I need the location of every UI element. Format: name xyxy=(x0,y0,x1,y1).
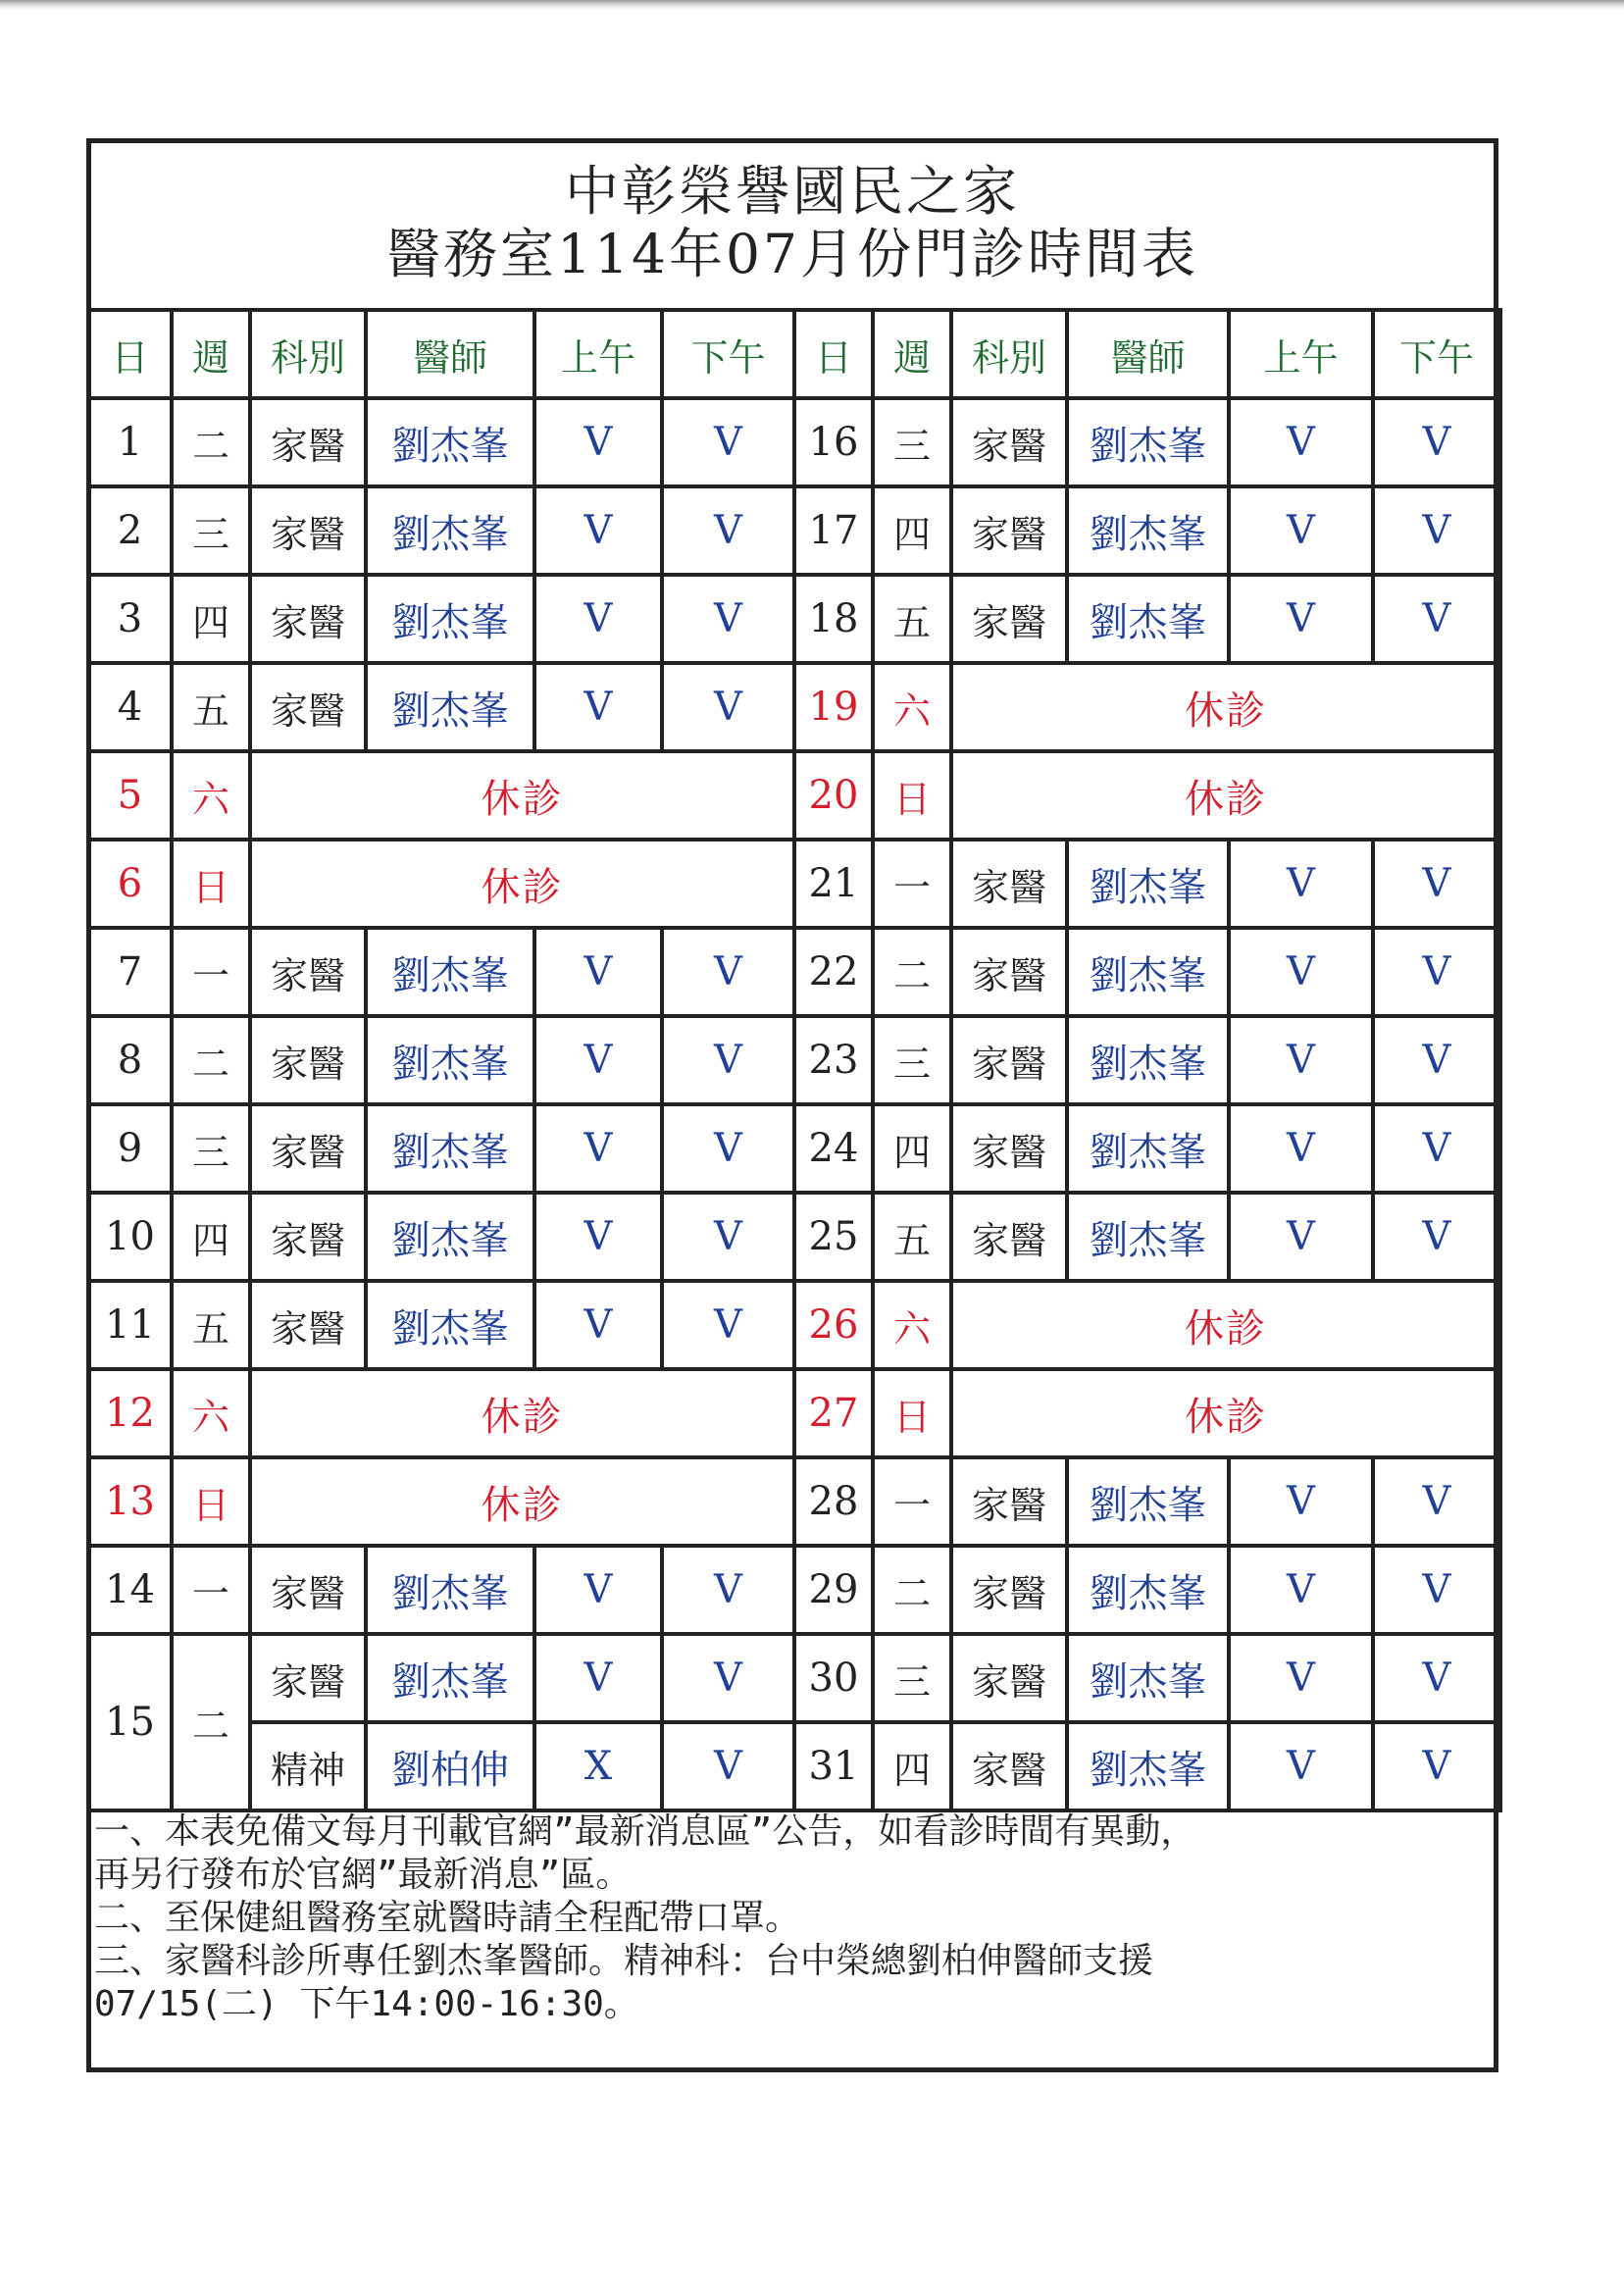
department-cell: 家醫 xyxy=(250,1104,366,1193)
weekday-cell: 日 xyxy=(172,1457,250,1546)
morning-cell: V xyxy=(1229,1722,1373,1810)
column-header: 醫師 xyxy=(1067,310,1229,398)
schedule-row xyxy=(88,928,1500,1016)
afternoon-cell: V xyxy=(1373,1193,1500,1281)
day-cell: 23 xyxy=(794,1016,873,1104)
note-line: 再另行發布於官網”最新消息”區。 xyxy=(94,1855,632,1895)
doctor-cell: 劉杰峯 xyxy=(366,1546,534,1634)
day-cell: 27 xyxy=(794,1369,873,1457)
column-header: 上午 xyxy=(1229,310,1373,398)
day-cell: 6 xyxy=(88,840,172,928)
department-cell: 家醫 xyxy=(250,1281,366,1369)
afternoon-cell: V xyxy=(662,575,794,663)
weekday-cell: 二 xyxy=(873,1546,951,1634)
day-cell: 20 xyxy=(794,751,873,840)
department-cell: 精神 xyxy=(250,1722,366,1810)
weekday-cell: 五 xyxy=(172,1281,250,1369)
day-cell: 24 xyxy=(794,1104,873,1193)
department-cell: 家醫 xyxy=(951,1722,1067,1810)
weekday-cell: 二 xyxy=(172,1634,250,1810)
weekday-cell: 一 xyxy=(873,840,951,928)
doctor-cell: 劉杰峯 xyxy=(366,928,534,1016)
afternoon-cell: V xyxy=(1373,575,1500,663)
afternoon-cell: V xyxy=(1373,1457,1500,1546)
weekday-cell: 日 xyxy=(873,1369,951,1457)
afternoon-cell: V xyxy=(662,1016,794,1104)
afternoon-cell: V xyxy=(662,928,794,1016)
day-cell: 4 xyxy=(88,663,172,751)
column-header: 日 xyxy=(794,310,873,398)
doctor-cell: 劉杰峯 xyxy=(1067,1546,1229,1634)
day-cell: 31 xyxy=(794,1722,873,1810)
column-header: 週 xyxy=(172,310,250,398)
weekday-cell: 四 xyxy=(172,575,250,663)
afternoon-cell: V xyxy=(662,1193,794,1281)
notes-section xyxy=(94,1810,1487,2026)
weekday-cell: 四 xyxy=(172,1193,250,1281)
morning-cell: V xyxy=(1229,398,1373,486)
closed-cell: 休診 xyxy=(951,1281,1500,1369)
department-cell: 家醫 xyxy=(951,486,1067,575)
day-cell: 19 xyxy=(794,663,873,751)
department-cell: 家醫 xyxy=(250,663,366,751)
morning-cell: V xyxy=(534,663,662,751)
weekday-cell: 三 xyxy=(873,1634,951,1722)
institution-title: 中彰榮譽國民之家 xyxy=(564,160,1020,223)
afternoon-cell: V xyxy=(662,1722,794,1810)
afternoon-cell: V xyxy=(1373,840,1500,928)
day-cell: 25 xyxy=(794,1193,873,1281)
afternoon-cell: V xyxy=(662,1281,794,1369)
afternoon-cell: V xyxy=(1373,1546,1500,1634)
note-line: 一、本表免備文每月刊載官網”最新消息區”公告，如看診時間有異動， xyxy=(94,1811,1196,1852)
day-cell: 17 xyxy=(794,486,873,575)
department-cell: 家醫 xyxy=(250,398,366,486)
clinic-schedule-table xyxy=(86,308,1502,1812)
weekday-cell: 六 xyxy=(873,663,951,751)
closed-cell: 休診 xyxy=(250,1369,794,1457)
doctor-cell: 劉杰峯 xyxy=(1067,840,1229,928)
afternoon-cell: V xyxy=(1373,1104,1500,1193)
day-cell: 18 xyxy=(794,575,873,663)
weekday-cell: 二 xyxy=(172,1016,250,1104)
day-cell: 8 xyxy=(88,1016,172,1104)
department-cell: 家醫 xyxy=(951,1546,1067,1634)
day-cell: 14 xyxy=(88,1546,172,1634)
morning-cell: V xyxy=(534,1104,662,1193)
schedule-row xyxy=(88,1634,1500,1722)
afternoon-cell: V xyxy=(1373,1722,1500,1810)
column-header: 日 xyxy=(88,310,172,398)
day-cell: 11 xyxy=(88,1281,172,1369)
doctor-cell: 劉杰峯 xyxy=(366,398,534,486)
department-cell: 家醫 xyxy=(250,1016,366,1104)
day-cell: 10 xyxy=(88,1193,172,1281)
afternoon-cell: V xyxy=(662,663,794,751)
doctor-cell: 劉杰峯 xyxy=(1067,1722,1229,1810)
weekday-cell: 五 xyxy=(873,1193,951,1281)
doctor-cell: 劉杰峯 xyxy=(366,1281,534,1369)
department-cell: 家醫 xyxy=(951,840,1067,928)
weekday-cell: 五 xyxy=(873,575,951,663)
department-cell: 家醫 xyxy=(951,575,1067,663)
department-cell: 家醫 xyxy=(250,1546,366,1634)
day-cell: 5 xyxy=(88,751,172,840)
day-cell: 2 xyxy=(88,486,172,575)
day-cell: 3 xyxy=(88,575,172,663)
column-header: 科別 xyxy=(951,310,1067,398)
note-line: 三、家醫科診所專任劉杰峯醫師。精神科：台中榮總劉柏伸醫師支援 xyxy=(94,1941,1154,1981)
schedule-row xyxy=(88,1369,1500,1457)
weekday-cell: 二 xyxy=(172,398,250,486)
weekday-cell: 三 xyxy=(873,398,951,486)
afternoon-cell: V xyxy=(662,398,794,486)
schedule-row xyxy=(88,575,1500,663)
morning-cell: V xyxy=(1229,840,1373,928)
department-cell: 家醫 xyxy=(951,1104,1067,1193)
weekday-cell: 一 xyxy=(172,1546,250,1634)
day-cell: 15 xyxy=(88,1634,172,1810)
schedule-row xyxy=(88,486,1500,575)
closed-cell: 休診 xyxy=(250,751,794,840)
department-cell: 家醫 xyxy=(250,486,366,575)
doctor-cell: 劉杰峯 xyxy=(1067,1634,1229,1722)
morning-cell: V xyxy=(1229,1546,1373,1634)
weekday-cell: 四 xyxy=(873,486,951,575)
afternoon-cell: V xyxy=(1373,1634,1500,1722)
morning-cell: V xyxy=(534,486,662,575)
weekday-cell: 四 xyxy=(873,1722,951,1810)
schedule-row xyxy=(88,1722,1500,1810)
weekday-cell: 一 xyxy=(873,1457,951,1546)
column-header: 醫師 xyxy=(366,310,534,398)
morning-cell: V xyxy=(534,1016,662,1104)
schedule-row xyxy=(88,840,1500,928)
schedule-row xyxy=(88,398,1500,486)
doctor-cell: 劉杰峯 xyxy=(366,575,534,663)
day-cell: 21 xyxy=(794,840,873,928)
schedule-title: 醫務室114年07月份門診時間表 xyxy=(386,223,1198,285)
doctor-cell: 劉杰峯 xyxy=(366,663,534,751)
doctor-cell: 劉杰峯 xyxy=(366,486,534,575)
day-cell: 9 xyxy=(88,1104,172,1193)
afternoon-cell: V xyxy=(662,1104,794,1193)
schedule-row xyxy=(88,1016,1500,1104)
document-header xyxy=(86,138,1498,309)
morning-cell: V xyxy=(1229,1634,1373,1722)
column-header: 週 xyxy=(873,310,951,398)
department-cell: 家醫 xyxy=(250,1193,366,1281)
weekday-cell: 六 xyxy=(873,1281,951,1369)
closed-cell: 休診 xyxy=(250,1457,794,1546)
day-cell: 29 xyxy=(794,1546,873,1634)
schedule-row xyxy=(88,1457,1500,1546)
doctor-cell: 劉杰峯 xyxy=(1067,928,1229,1016)
weekday-cell: 五 xyxy=(172,663,250,751)
afternoon-cell: V xyxy=(1373,928,1500,1016)
afternoon-cell: V xyxy=(662,486,794,575)
morning-cell: V xyxy=(534,398,662,486)
morning-cell: V xyxy=(1229,1457,1373,1546)
schedule-row xyxy=(88,1104,1500,1193)
weekday-cell: 一 xyxy=(172,928,250,1016)
header-row xyxy=(88,310,1500,398)
day-cell: 30 xyxy=(794,1634,873,1722)
note-line: 07/15(二) 下午14:00-16:30。 xyxy=(94,1984,639,2024)
department-cell: 家醫 xyxy=(951,1634,1067,1722)
morning-cell: V xyxy=(1229,1193,1373,1281)
schedule-row xyxy=(88,1546,1500,1634)
weekday-cell: 日 xyxy=(172,840,250,928)
doctor-cell: 劉杰峯 xyxy=(1067,1457,1229,1546)
doctor-cell: 劉杰峯 xyxy=(1067,575,1229,663)
day-cell: 12 xyxy=(88,1369,172,1457)
morning-cell: V xyxy=(534,1546,662,1634)
department-cell: 家醫 xyxy=(951,398,1067,486)
note-line: 二、至保健組醫務室就醫時請全程配帶口罩。 xyxy=(94,1898,801,1938)
doctor-cell: 劉杰峯 xyxy=(1067,1193,1229,1281)
column-header: 上午 xyxy=(534,310,662,398)
morning-cell: V xyxy=(1229,575,1373,663)
department-cell: 家醫 xyxy=(250,575,366,663)
schedule-row xyxy=(88,751,1500,840)
day-cell: 22 xyxy=(794,928,873,1016)
column-header: 下午 xyxy=(1373,310,1500,398)
department-cell: 家醫 xyxy=(951,1016,1067,1104)
closed-cell: 休診 xyxy=(951,663,1500,751)
column-header: 下午 xyxy=(662,310,794,398)
department-cell: 家醫 xyxy=(951,1457,1067,1546)
doctor-cell: 劉杰峯 xyxy=(1067,398,1229,486)
morning-cell: V xyxy=(1229,1016,1373,1104)
weekday-cell: 六 xyxy=(172,1369,250,1457)
afternoon-cell: V xyxy=(662,1634,794,1722)
weekday-cell: 三 xyxy=(172,1104,250,1193)
department-cell: 家醫 xyxy=(250,928,366,1016)
afternoon-cell: V xyxy=(662,1546,794,1634)
doctor-cell: 劉杰峯 xyxy=(366,1193,534,1281)
doctor-cell: 劉杰峯 xyxy=(366,1016,534,1104)
morning-cell: V xyxy=(534,1193,662,1281)
weekday-cell: 二 xyxy=(873,928,951,1016)
doctor-cell: 劉杰峯 xyxy=(1067,1016,1229,1104)
morning-cell: V xyxy=(1229,486,1373,575)
day-cell: 7 xyxy=(88,928,172,1016)
department-cell: 家醫 xyxy=(951,1193,1067,1281)
doctor-cell: 劉柏伸 xyxy=(366,1722,534,1810)
day-cell: 13 xyxy=(88,1457,172,1546)
day-cell: 1 xyxy=(88,398,172,486)
schedule-row xyxy=(88,1193,1500,1281)
closed-cell: 休診 xyxy=(951,1369,1500,1457)
morning-cell: V xyxy=(534,1281,662,1369)
afternoon-cell: V xyxy=(1373,398,1500,486)
day-cell: 28 xyxy=(794,1457,873,1546)
doctor-cell: 劉杰峯 xyxy=(366,1634,534,1722)
doctor-cell: 劉杰峯 xyxy=(366,1104,534,1193)
morning-cell: V xyxy=(1229,928,1373,1016)
weekday-cell: 六 xyxy=(172,751,250,840)
morning-cell: V xyxy=(1229,1104,1373,1193)
weekday-cell: 日 xyxy=(873,751,951,840)
morning-cell: X xyxy=(534,1722,662,1810)
department-cell: 家醫 xyxy=(951,928,1067,1016)
column-header: 科別 xyxy=(250,310,366,398)
schedule-row xyxy=(88,1281,1500,1369)
doctor-cell: 劉杰峯 xyxy=(1067,486,1229,575)
weekday-cell: 三 xyxy=(172,486,250,575)
morning-cell: V xyxy=(534,1634,662,1722)
weekday-cell: 四 xyxy=(873,1104,951,1193)
afternoon-cell: V xyxy=(1373,1016,1500,1104)
weekday-cell: 三 xyxy=(873,1016,951,1104)
afternoon-cell: V xyxy=(1373,486,1500,575)
schedule-body xyxy=(88,310,1500,1810)
doctor-cell: 劉杰峯 xyxy=(1067,1104,1229,1193)
day-cell: 16 xyxy=(794,398,873,486)
closed-cell: 休診 xyxy=(250,840,794,928)
day-cell: 26 xyxy=(794,1281,873,1369)
scan-top-edge xyxy=(0,0,1624,10)
morning-cell: V xyxy=(534,575,662,663)
morning-cell: V xyxy=(534,928,662,1016)
department-cell: 家醫 xyxy=(250,1634,366,1722)
closed-cell: 休診 xyxy=(951,751,1500,840)
schedule-row xyxy=(88,663,1500,751)
